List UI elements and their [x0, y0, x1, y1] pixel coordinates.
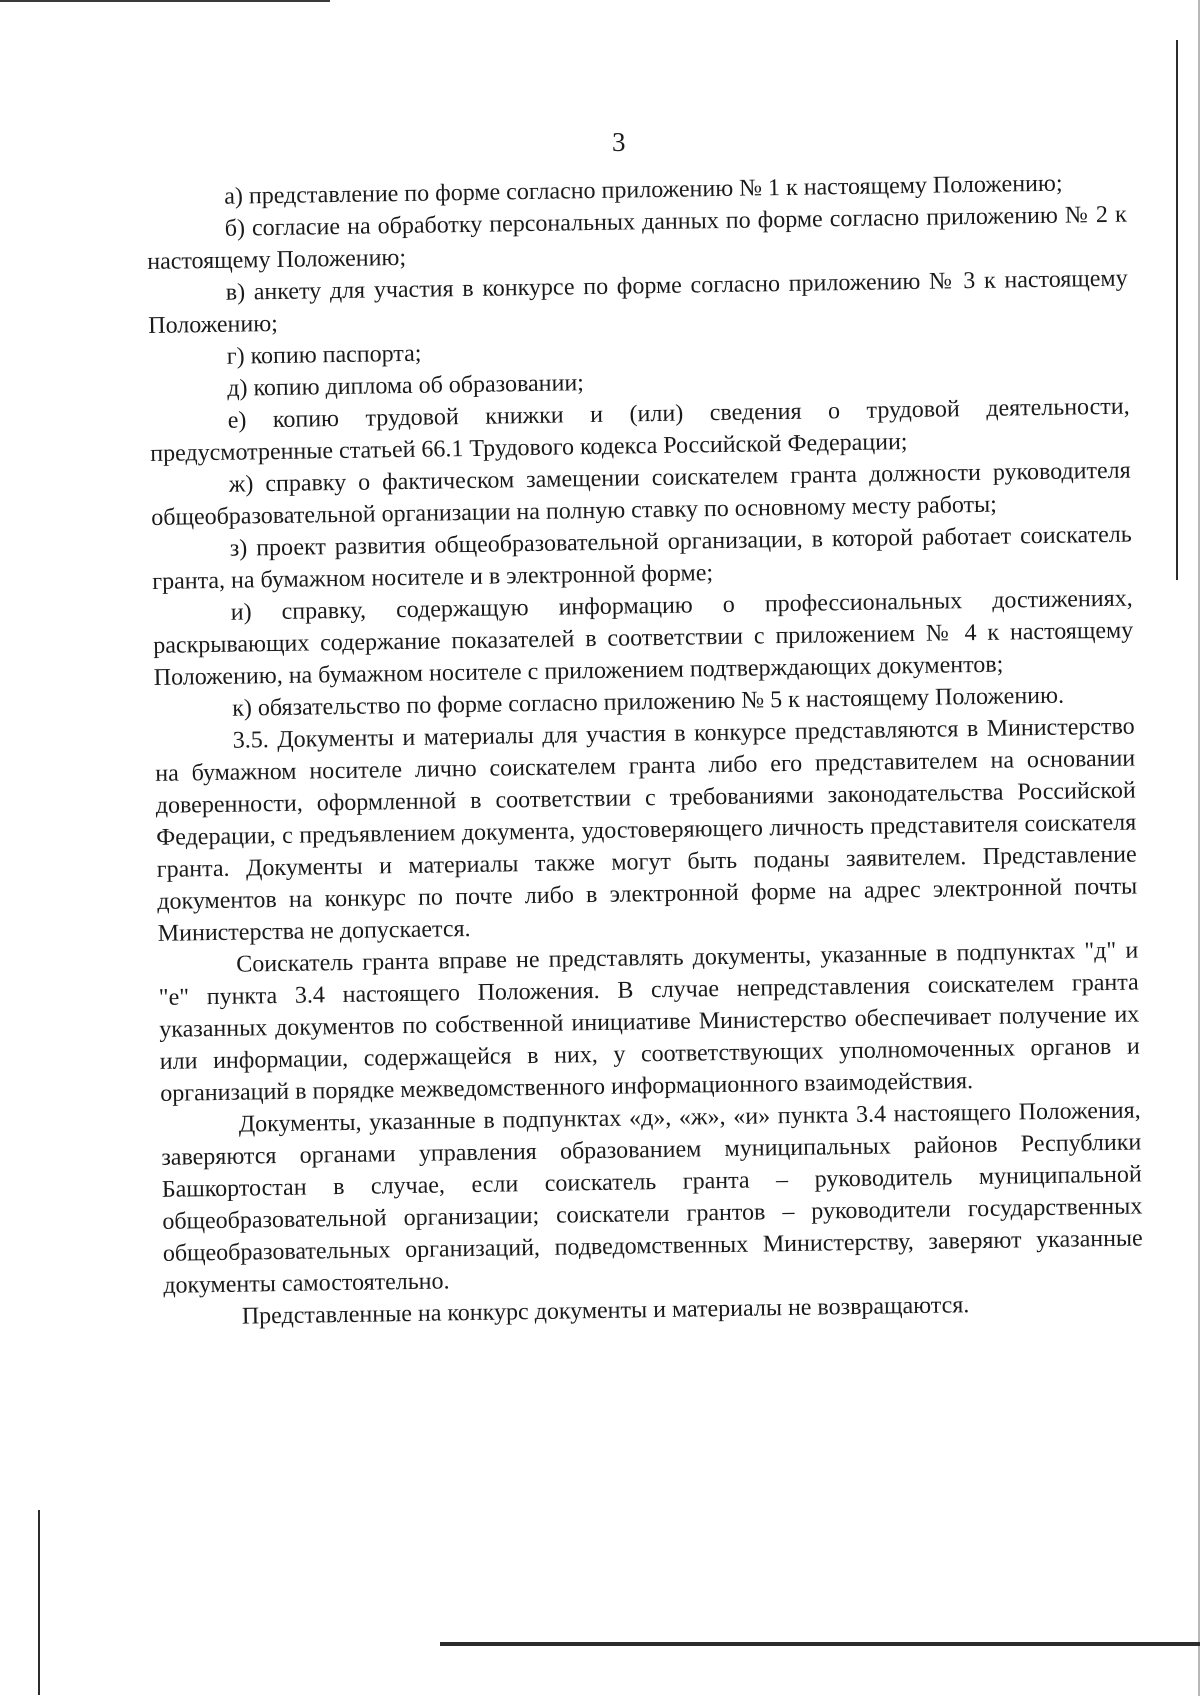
item-e-employment-record: е) копию трудовой книжки и (или) сведения о трудовой деятельности, предусмотренные статьей 66.1 Трудового кодекса Российской Федерации;: [150, 393, 1130, 467]
item-g-passport: г) копию паспорта;: [226, 340, 422, 370]
page-number: 3: [612, 127, 626, 157]
margin-line-left: [38, 1510, 40, 1695]
paragraph-certification: Документы, указанные в подпунктах «д», «ж», «и» пункта 3.4 настоящего Положения, заверяются органами управления образованием муниципальных районов Республики Башкортостан в случае, если соискатель гранта – руководитель муниципальной общеобразовательной организации; соискатели грантов – руководители государственных общеобразовательных организаций, подведомственных Министерству, заверяют указанные документы самостоятельно.: [161, 1097, 1143, 1299]
page-body: [146, 167, 1144, 1334]
clause-3-5-submission: 3.5. Документы и материалы для участия в конкурсе представляются в Министерство на бумажном носителе лично соискателем гранта либо его представителем на основании доверенности, оформленной в соответствии с требованиями законодательства Российской Федерации, с предъявлением документа, удостоверяющего личность представителя соискателя гранта. Документы и материалы также могут быть поданы заявителем. Представление документов на конкурс по почте либо в электронной форме на адрес электронной почты Министерства не допускается.: [155, 713, 1138, 947]
paragraph-optional-documents: Соискатель гранта вправе не представлять документы, указанные в подпунктах "д" и "е" пункта 3.4 настоящего Положения. В случае непредставления соискателем гранта указанных документов по собственной инициативе Министерство обеспечивает получение их или информации, содержащейся в них, у соответствующих уполномоченных органов и организаций в порядке межведомственного информационного взаимодействия.: [158, 937, 1140, 1107]
paragraph-not-returned: Представленные на конкурс документы и материалы не возвращаются.: [241, 1292, 970, 1330]
margin-line-right: [1176, 40, 1178, 580]
item-a-representation: а) представление по форме согласно приложению № 1 к настоящему Положению;: [224, 170, 1063, 210]
item-b-consent: б) согласие на обработку персональных данных по форме согласно приложению № 2 к настоящему Положению;: [147, 201, 1127, 275]
item-v-questionnaire: в) анкету для участия в конкурсе по форме согласно приложению № 3 к настоящему Положению;: [148, 265, 1128, 339]
scan-bottom-line: [440, 1642, 1200, 1646]
scan-edge-top: [0, 0, 330, 2]
item-zh-position-certificate: ж) справку о фактическом замещении соискателем гранта должности руководителя общеобразовательной организации на полную ставку по основному месту работы;: [151, 457, 1131, 531]
item-i-achievements-certificate: и) справку, содержащую информацию о профессиональных достижениях, раскрывающих содержание показателей в соответствии с приложением № 4 к настоящему Положению, на бумажном носителе с приложением подтверждающих документов;: [153, 585, 1134, 691]
item-d-diploma: д) копию диплома об образовании;: [227, 370, 585, 402]
item-k-obligation: к) обязательство по форме согласно приложению № 5 к настоящему Положению.: [232, 682, 1065, 722]
item-z-development-project: з) проект развития общеобразовательной организации, в которой работает соискатель гранта, на бумажном носителе и в электронной форме;: [152, 521, 1132, 595]
